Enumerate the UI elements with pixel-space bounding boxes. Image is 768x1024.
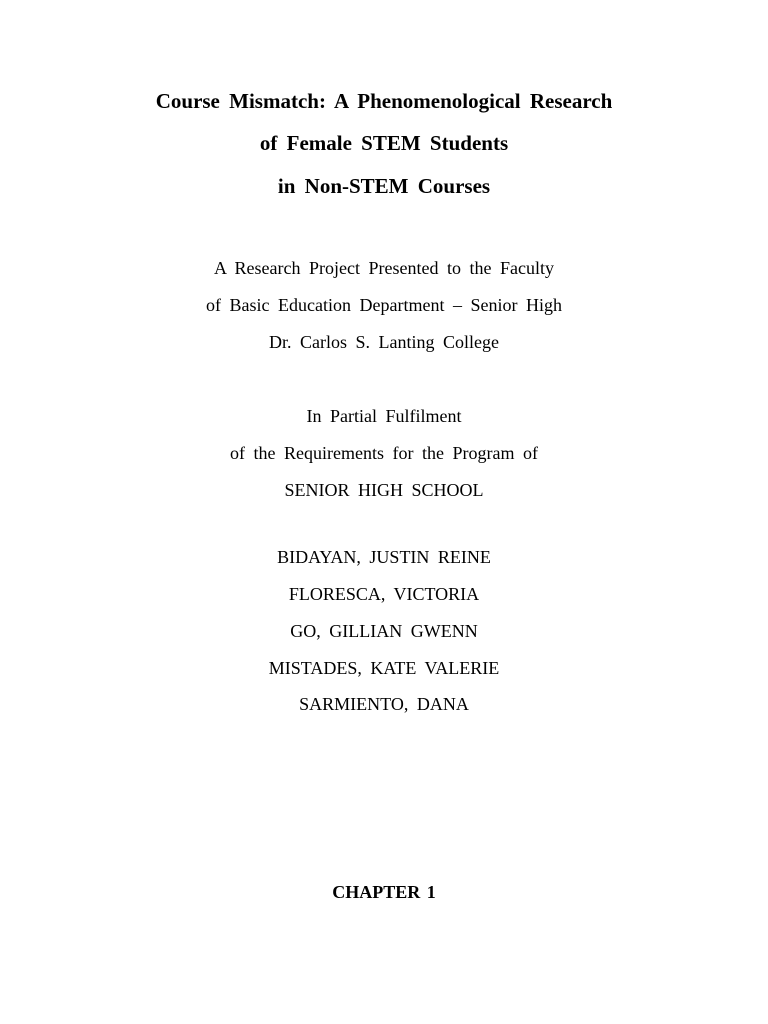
- presentation-line-2: of Basic Education Department – Senior High: [206, 295, 562, 315]
- author-name: MISTADES, KATE VALERIE: [268, 658, 500, 678]
- fulfilment-line-3: SENIOR HIGH SCHOOL: [284, 480, 484, 500]
- author-name: SARMIENTO, DANA: [299, 694, 469, 714]
- presentation-line-1: A Research Project Presented to the Faculty: [214, 258, 554, 278]
- chapter-heading: CHAPTER 1: [332, 882, 436, 902]
- presentation-line-3: Dr. Carlos S. Lanting College: [269, 332, 499, 352]
- author-name: GO, GILLIAN GWENN: [290, 621, 478, 641]
- title-line-3: in Non-STEM Courses: [277, 174, 491, 198]
- author-name: FLORESCA, VICTORIA: [288, 584, 480, 604]
- fulfilment-line-1: In Partial Fulfilment: [306, 406, 462, 426]
- title-line-2: of Female STEM Students: [259, 131, 509, 155]
- fulfilment-line-2: of the Requirements for the Program of: [230, 443, 538, 463]
- author-name: BIDAYAN, JUSTIN REINE: [277, 547, 491, 567]
- title-line-1: Course Mismatch: A Phenomenological Research: [155, 89, 613, 113]
